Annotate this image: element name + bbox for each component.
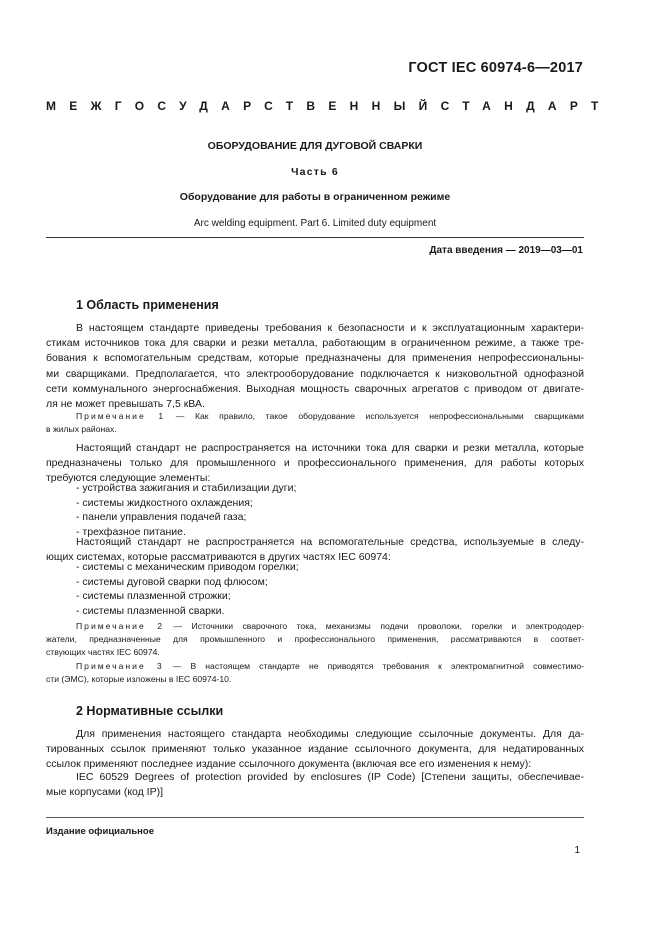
document-subtitle: Оборудование для работы в ограниченном режиме	[179, 191, 451, 203]
standard-kind-word-1: МЕЖГОСУДАРСТВЕННЫЙ	[46, 99, 441, 113]
note-2-text: — Источники сварочного тока, механизмы подачи проволоки, горелки и электрододер-	[164, 621, 584, 631]
list-item: - устройства зажигания и стабилизации дуги;	[76, 482, 297, 494]
list-item: - панели управления подачей газа;	[76, 511, 247, 524]
document-part: Часть 6	[291, 166, 339, 178]
text-line: ми сварщиками. Предполагается, что электрооборудование подключается к низковольтной однофазной	[46, 367, 584, 380]
text-line: требуются следующие элементы:	[46, 472, 211, 485]
list-item: - системы дуговой сварки под флюсом;	[76, 575, 268, 588]
note-2-label: Примечание 2	[76, 621, 164, 631]
note-line	[46, 620, 584, 633]
list-item: - системы плазменной строжки;	[76, 590, 231, 603]
list-item: - системы с механическим приводом горелки;	[76, 561, 299, 573]
section-1-heading: 1 Область применения	[76, 298, 219, 312]
text-line: Настоящий стандарт не распространяется на вспомогательные средства, используемые в следу-	[76, 536, 584, 548]
systems-list	[76, 560, 299, 618]
list-item: - трехфазное питание.	[76, 525, 186, 538]
document-id: ГОСТ IEC 60974-6—2017	[408, 60, 583, 76]
note-line	[46, 660, 584, 673]
note-2	[46, 620, 584, 659]
note-1-text: — Как правило, такое оборудование используется непрофессиональными сварщиками	[165, 411, 584, 421]
text-line: В настоящем стандарте приведены требования к безопасности и к эксплуатационным характери-	[76, 322, 584, 334]
section-1-paragraph-1	[46, 321, 584, 412]
note-3-label: Примечание 3	[76, 661, 164, 671]
note-3-text: — В настоящем стандарте не приводятся требования к электромагнитной совместимо-	[163, 661, 584, 671]
list-item: - системы жидкостного охлаждения;	[76, 496, 253, 509]
note-line: ствующих частях IEC 60974.	[46, 647, 160, 657]
introduction-date: Дата введения — 2019—03—01	[429, 245, 583, 256]
text-line: ля не может превышать 7,5 кВА.	[46, 398, 205, 411]
section-2-heading: 2 Нормативные ссылки	[76, 704, 224, 718]
note-line: в жилых районах.	[46, 424, 117, 434]
english-title: Arc welding equipment. Part 6. Limited duty equipment	[193, 218, 437, 229]
standard-kind-word-2: СТАНДАРТ	[440, 99, 612, 113]
text-line: бования к вспомогательным средствам, которые предназначены для применения непрофессиональны-	[46, 352, 584, 365]
text-line: стикам источников тока для сварки и резки металла, работающим в ограниченном режиме, а также тре-	[46, 337, 584, 350]
text-line: Для применения настоящего стандарта необходимы следующие ссылочные документы. Для да-	[76, 728, 584, 740]
element-list	[76, 481, 296, 539]
text-line: ссылок применяют последнее издание ссылочного документа (включая все его изменения к нему):	[46, 758, 532, 771]
text-line: предназначены только для промышленного и профессионального применения, для работы которых	[46, 457, 584, 470]
note-line: жатели, предназначенные для промышленного и профессионального применения, рассматриваются в соответ-	[46, 634, 584, 644]
standard-kind	[46, 99, 612, 113]
document-title: ОБОРУДОВАНИЕ ДЛЯ ДУГОВОЙ СВАРКИ	[207, 140, 423, 152]
title-divider	[46, 237, 584, 238]
edition-label: Издание официальное	[46, 826, 154, 837]
note-line	[46, 410, 584, 423]
text-line: сети коммунального энергоснабжения. Выходная мощность сварочных агрегатов с приводом от двигате-	[46, 382, 584, 395]
note-3	[46, 660, 584, 686]
note-1	[46, 410, 584, 436]
text-line: ющих системах, которые рассматриваются в других частях IEC 60974:	[46, 551, 391, 564]
text-line: IEC 60529 Degrees of protection provided by enclosures (IP Code) [Степени защиты, обеспечивае-	[76, 771, 584, 783]
page-number: 1	[574, 845, 580, 856]
text-line: Настоящий стандарт не распространяется на источники тока для сварки и резки металла, которые	[76, 442, 584, 454]
section-2-paragraph-2	[46, 770, 584, 800]
text-line: тированных ссылок применяют только указанное издание ссылочного документа, для недатированных	[46, 743, 584, 756]
list-item: - системы плазменной сварки.	[76, 604, 225, 617]
section-2-paragraph-1	[46, 727, 584, 773]
text-line: мые корпусами (код IP)]	[46, 786, 164, 799]
footer-divider	[46, 817, 584, 818]
note-line: сти (ЭМС), которые изложены в IEC 60974-10.	[46, 674, 232, 684]
section-1-paragraph-2	[46, 441, 584, 487]
note-1-label: Примечание 1	[76, 411, 166, 421]
